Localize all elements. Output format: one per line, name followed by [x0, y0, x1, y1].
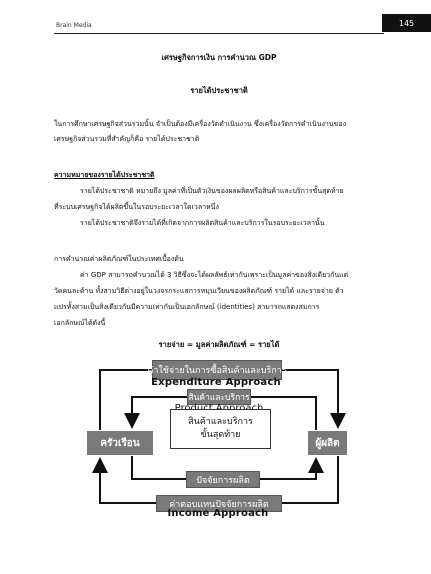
page-title: เศรษฐกิจการเงิน การคำนวณ GDP: [161, 53, 277, 62]
definition-line-2: ที่ระบบเศรษฐกิจได้ผลิตขึ้นในรอบระยะเวลาใดเวลาหนึ่ง: [54, 203, 219, 211]
firms-box: ผู้ผลิต: [308, 431, 347, 455]
expenditure-label: ค่าใช้จ่ายในการซื้อสินค้าและบริการ: [152, 360, 282, 380]
final-goods-line-1: สินค้าและบริการ: [188, 417, 253, 427]
expenditure-approach-caption: Expenditure Approach: [151, 377, 281, 388]
publisher-name: Brain Media: [56, 22, 92, 29]
calc-line-4: เอกลักษณ์ได้ดังนี้: [54, 319, 106, 327]
income-label: ค่าตอบแทนปัจจัยการผลิต: [156, 495, 282, 512]
definition-heading: ความหมายของรายได้ประชาชาติ: [54, 171, 155, 179]
product-label: สินค้าและบริการ: [187, 389, 251, 405]
calc-line-2: วัดคนละด้าน ทั้งสามวิธีต่างอยู่ในวงจรกระแสการหมุนเวียนของผลิตภัณฑ์ รายได้ และรายจ่าย ตัว: [54, 287, 344, 295]
intro-line-1: ในการศึกษาเศรษฐกิจส่วนรวมนั้น จำเป็นต้องมีเครื่องวัดดำเนินงาน ซึ่งเครื่องวัดการดำเนินงานของ: [54, 120, 347, 128]
income-approach-caption: Income Approach: [167, 508, 269, 519]
definition-line-1: รายได้ประชาชาติ หมายถึง มูลค่าที่เป็นตัวเงินของผลผลิตหรือสินค้าและบริการขั้นสุดท้าย: [80, 187, 344, 195]
page-number: 145: [382, 14, 431, 32]
final-goods-box: [170, 409, 271, 449]
calc-heading: การคำนวณค่าผลิตภัณฑ์ในประเทศเบื้องต้น: [54, 255, 184, 263]
households-box: ครัวเรือน: [87, 431, 153, 455]
definition-line-3: รายได้ประชาชาติจึงรายได้ที่เกิดจากการผลิตสินค้าและบริการในรอบระยะเวลานั้น: [80, 219, 325, 227]
final-goods-line-2: ขั้นสุดท้าย: [200, 430, 241, 440]
calc-line-3: แปรทั้งสามเป็นสิ่งเดียวกันมีความเท่ากันเป็นเอกลักษณ์ (identities) สามารถแสดงสมการ: [54, 303, 320, 311]
gdp-identity-equation: รายจ่าย = มูลค่าผลิตภัณฑ์ = รายได้: [158, 340, 280, 349]
intro-line-2: เศรษฐกิจส่วนรวมที่สำคัญก็คือ รายได้ประชาชาติ: [54, 135, 200, 143]
section-subtitle: รายได้ประชาชาติ: [190, 86, 248, 95]
factors-of-production-label: ปัจจัยการผลิต: [186, 471, 260, 488]
calc-line-1: ค่า GDP สามารถคำนวณได้ 3 วิธีซึ่งจะได้ผลลัพธ์เท่ากันเพราะเป็นมูลค่าของสิ่งเดียวกันแต่: [80, 271, 349, 279]
